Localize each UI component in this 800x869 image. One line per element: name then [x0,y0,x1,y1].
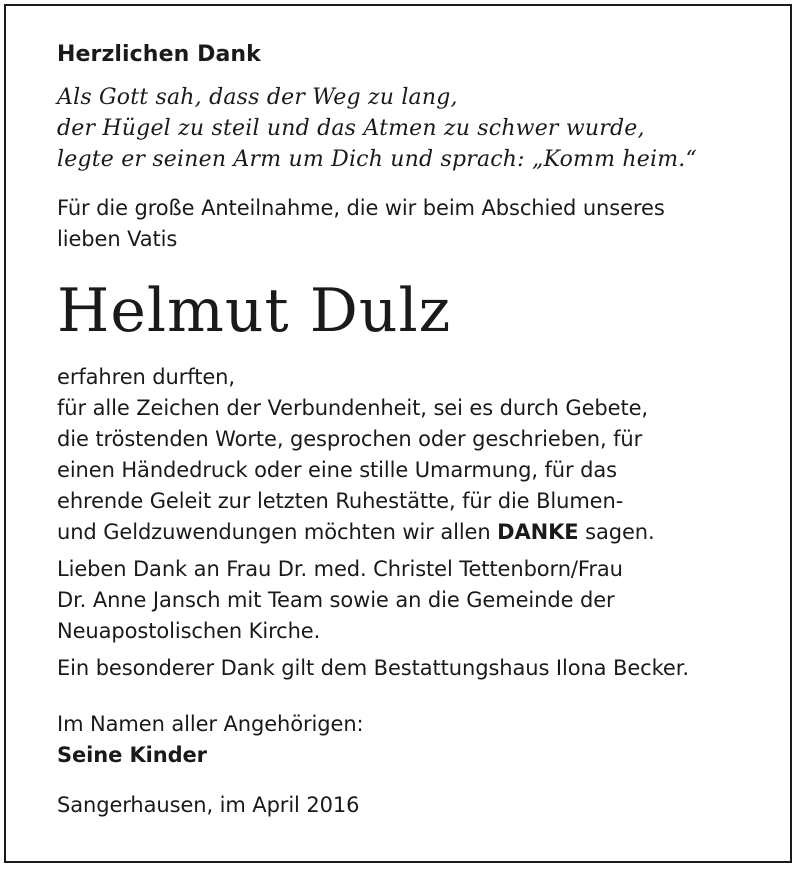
doctors-paragraph [57,554,757,647]
notice-heading: Herzlichen Dank [57,42,261,67]
poem-line: Als Gott sah, dass der Weg zu lang, [57,85,458,110]
funeral-home-paragraph [57,653,757,684]
doctors-line: Neuapostolischen Kirche. [57,619,321,643]
signatory: Seine Kinder [57,743,207,767]
poem-line: legte er seinen Arm um Dich und sprach: „Komm heim.“ [57,147,697,172]
place-date-line: Sangerhausen, im April 2016 [57,793,360,817]
funeral-home-line: Ein besonderer Dank gilt dem Bestattungshaus Ilona Becker. [57,656,689,680]
danke-emphasis: DANKE [497,520,579,544]
poem-quote [57,82,757,175]
gratitude-line: für alle Zeichen der Verbundenheit, sei es durch Gebete, [57,396,648,420]
on-behalf-line: Im Namen aller Angehörigen: [57,712,364,736]
intro-paragraph [57,193,757,255]
place-date [57,790,757,821]
gratitude-text: sagen. [578,520,655,544]
notice-content [57,40,757,821]
intro-line: Für die große Anteilnahme, die wir beim Abschied unseres [57,196,665,220]
doctors-line: Dr. Anne Jansch mit Team sowie an die Gemeinde der [57,588,615,612]
intro-line: lieben Vatis [57,227,178,251]
gratitude-line: erfahren durften, [57,365,235,389]
signature-block [57,709,757,771]
gratitude-line: die tröstenden Worte, gesprochen oder geschrieben, für [57,427,643,451]
gratitude-line-last [57,517,757,548]
doctors-line: Lieben Dank an Frau Dr. med. Christel Tettenborn/Frau [57,557,623,581]
gratitude-line: einen Händedruck oder eine stille Umarmung, für das [57,458,617,482]
deceased-name: Helmut Dulz [57,276,452,346]
gratitude-paragraph [57,362,757,548]
poem-line: der Hügel zu steil und das Atmen zu schwer wurde, [57,116,645,141]
gratitude-line: ehrende Geleit zur letzten Ruhestätte, für die Blumen- [57,489,624,513]
obituary-notice [4,4,792,863]
gratitude-text: und Geldzuwendungen möchten wir allen [57,520,498,544]
